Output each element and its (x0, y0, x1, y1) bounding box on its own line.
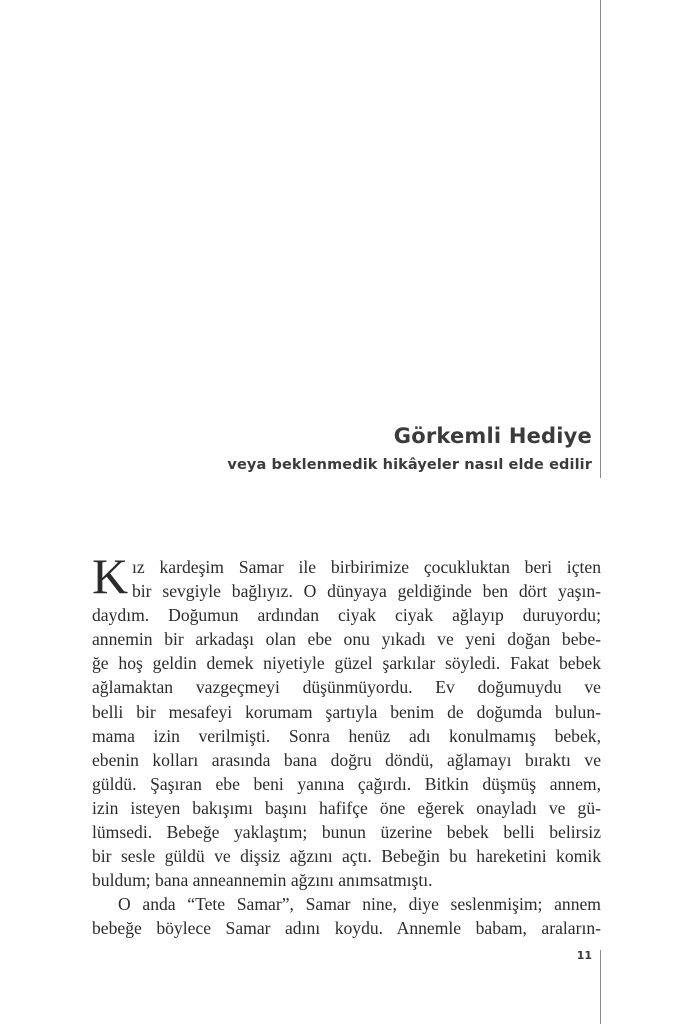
text-line: ız kardeşim Samar ile birbirimize çocukluktan beri içten (132, 557, 601, 577)
text-line: bir sesle güldü ve dişsiz ağzını açtı. Bebeğin bu hareketini komik (92, 846, 601, 867)
text-line: daydım. Doğumun ardından ciyak ciyak ağlayıp duruyordu; (92, 605, 601, 626)
text-line: ağlamaktan vazgeçmeyi düşünmüyordu. Ev doğumuydu ve (92, 677, 601, 698)
margin-rule-top (600, 0, 601, 478)
margin-rule-bottom (600, 950, 601, 1024)
text-line: belli bir mesafeyi korumam şartıyla benim de doğumda bulun- (92, 701, 601, 722)
text-line: lümsedi. Bebeğe yaklaştım; bunun üzerine bebek belli belirsiz (92, 822, 601, 843)
text-line: mama izin verilmişti. Sonra henüz adı konulmamış bebek, (92, 725, 601, 746)
text-line: güldü. Şaşıran ebe beni yanına çağırdı. Bitkin düşmüş annem, (92, 773, 601, 794)
text-line: ebenin kolları arasında bana doğru döndü, ağlamayı bıraktı ve (92, 749, 601, 770)
chapter-title: Görkemli Hediye (393, 424, 592, 448)
body-text (92, 548, 601, 941)
text-line: bir sevgiyle bağlıyız. O dünyaya geldiğinde ben dört yaşın- (132, 581, 601, 602)
text-line: bebeğe böylece Samar adını koydu. Annemle babam, araların- (92, 918, 601, 939)
text-line: izin isteyen bakışımı başını hafifçe öne eğerek onayladı ve gü- (92, 797, 601, 818)
text-line: annemin bir arkadaşı olan ebe onu yıkadı ve yeni doğan bebe- (92, 629, 601, 650)
chapter-subtitle: veya beklenmedik hikâyeler nasıl elde edilir (227, 457, 592, 473)
page-number: 11 (576, 949, 592, 962)
drop-cap: K (92, 548, 129, 604)
text-line: ğe hoş geldin demek niyetiyle güzel şarkılar söyledi. Fakat bebek (92, 653, 601, 674)
text-line: buldum; bana anneannemin ağzını anımsatmıştı. (92, 870, 433, 891)
text-line: O anda “Tete Samar”, Samar nine, diye seslenmişim; annem (118, 894, 601, 915)
